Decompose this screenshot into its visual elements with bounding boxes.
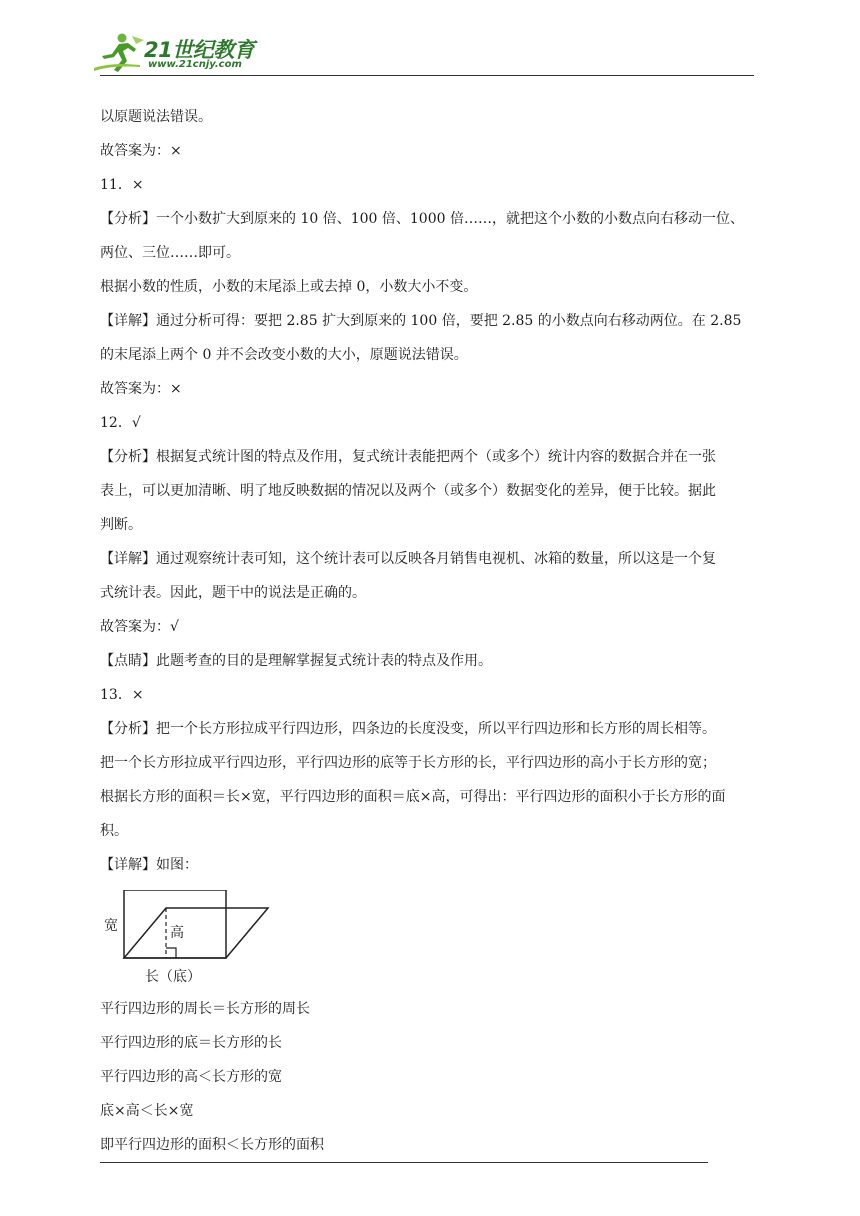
text-line: 故答案为：×: [100, 381, 182, 397]
page-header: [0, 0, 860, 80]
text-line: 【点睛】此题考查的目的是理解掌握复式统计表的特点及作用。: [100, 653, 492, 669]
text-line: 【分析】一个小数扩大到原来的 10 倍、100 倍、1000 倍……，就把这个小数的小数点向右移动一位、: [100, 211, 744, 227]
text-line: 积。: [100, 823, 128, 839]
text-line: 平行四边形的底＝长方形的长: [100, 1035, 282, 1051]
text-line: 底×高＜长×宽: [100, 1103, 194, 1119]
header-rule: [100, 75, 754, 76]
width-label: 宽: [104, 918, 118, 934]
text-line: 式统计表。因此，题干中的说法是正确的。: [100, 585, 366, 601]
logo-url: www.21cnjy.com: [148, 59, 242, 70]
document-body: [100, 100, 768, 1162]
logo: [92, 32, 262, 76]
text-line: 表上，可以更加清晰、明了地反映数据的情况以及两个（或多个）数据变化的差异，便于比较。据此: [100, 483, 716, 499]
text-line: 根据小数的性质，小数的末尾添上或去掉 0，小数大小不变。: [100, 279, 478, 295]
question-number: 12．√: [100, 415, 141, 431]
text-line: 平行四边形的高＜长方形的宽: [100, 1069, 282, 1085]
text-line: 即平行四边形的面积＜长方形的面积: [100, 1137, 324, 1153]
text-line: 两位、三位……即可。: [100, 245, 240, 261]
runner-logo-icon: [92, 32, 148, 76]
text-line: 【详解】通过观察统计表可知，这个统计表可以反映各月销售电视机、冰箱的数量，所以这是一个复: [100, 551, 716, 567]
text-line: 根据长方形的面积＝长×宽，平行四边形的面积＝底×高，可得出：平行四边形的面积小于长方形的面: [100, 789, 726, 805]
text-line: 故答案为：×: [100, 143, 182, 159]
text-line: 【分析】根据复式统计图的特点及作用，复式统计表能把两个（或多个）统计内容的数据合并在一张: [100, 449, 716, 465]
text-line: 以原题说法错误。: [100, 109, 212, 125]
footer-rule: [100, 1162, 708, 1163]
height-label: 高: [170, 925, 184, 941]
text-line: 故答案为：√: [100, 619, 179, 635]
text-line: 的末尾添上两个 0 并不会改变小数的大小，原题说法错误。: [100, 347, 468, 363]
text-line: 【详解】如图：: [100, 857, 198, 873]
base-label: 长（底）: [145, 969, 201, 985]
text-line: 把一个长方形拉成平行四边形，平行四边形的底等于长方形的长，平行四边形的高小于长方形的宽；: [100, 755, 716, 771]
logo-title: 21世纪教育: [144, 38, 255, 62]
text-line: 【分析】把一个长方形拉成平行四边形，四条边的长度没变，所以平行四边形和长方形的周长相等。: [100, 721, 716, 737]
text-line: 【详解】通过分析可得：要把 2.85 扩大到原来的 100 倍，要把 2.85 的小数点向右移动两位。在 2.85: [100, 313, 742, 329]
rectangle-parallelogram-figure: [100, 890, 280, 992]
question-number: 11．×: [100, 177, 144, 193]
text-line: 判断。: [100, 517, 142, 533]
text-line: 平行四边形的周长＝长方形的周长: [100, 1001, 310, 1017]
question-number: 13．×: [100, 687, 144, 703]
